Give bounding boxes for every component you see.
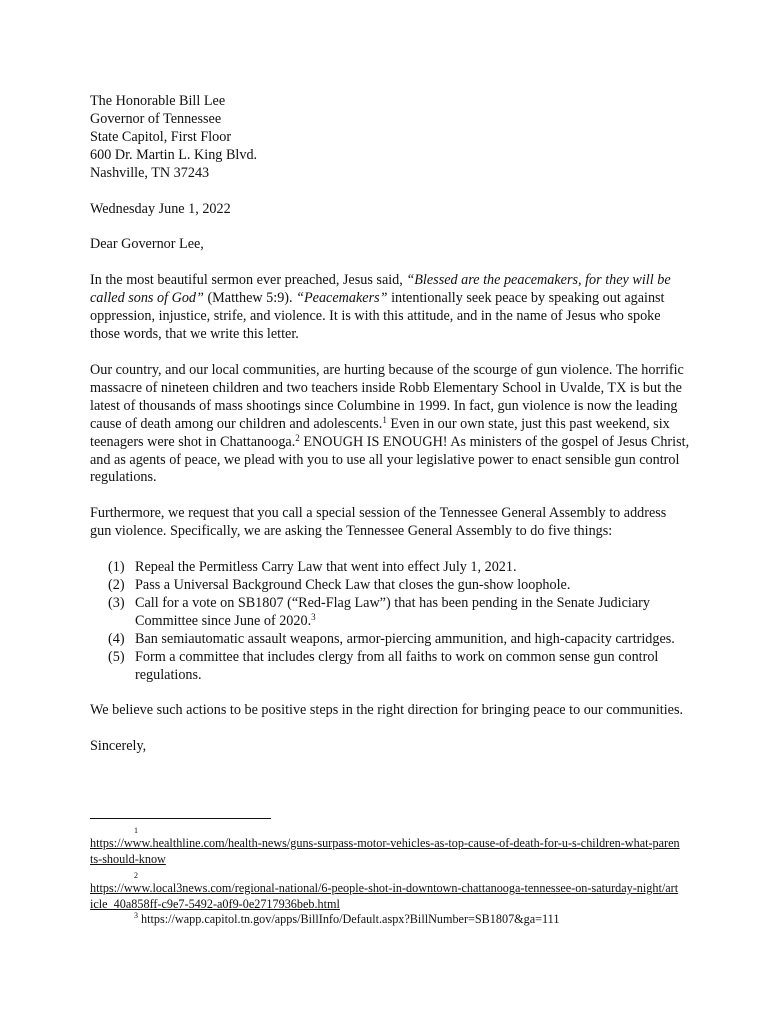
recipient-title: Governor of Tennessee xyxy=(90,110,222,127)
list-item-number: (2) xyxy=(108,577,125,594)
paragraph-2 xyxy=(90,362,690,487)
p1-quote-beatitude: “Blessed are the peacemakers, for they will be called sons of God” xyxy=(90,272,671,307)
list-item xyxy=(90,559,690,577)
footnote-3 xyxy=(90,912,680,928)
p2-text-b: Even in our own state, just this past weekend, six teenagers were shot in Chattanooga. xyxy=(90,415,670,450)
footnote-1 xyxy=(90,825,680,867)
closing: Sincerely, xyxy=(90,738,147,755)
recipient-city: Nashville, TN 37243 xyxy=(90,164,210,181)
footnote-mark: 2 xyxy=(134,871,138,880)
list-item-number: (4) xyxy=(108,630,125,647)
paragraph-4: We believe such actions to be positive steps in the right direction for bringing peace to our communities. xyxy=(90,702,684,719)
recipient-address xyxy=(90,93,690,183)
list-item-number: (5) xyxy=(108,648,125,665)
footnote-mark: 1 xyxy=(134,826,138,835)
footnote-divider xyxy=(90,818,271,819)
p2-text-a: Our country, and our local communities, are hurting because of the scourge of gun violence. The horrific massacre of nineteen children and two teachers inside Robb Elementary School in Uvalde, TX is but the latest of thousands of mass shootings since Columbine in 1999. In fact, gun violence is now the leading cause of death among our children and adolescents. xyxy=(90,361,684,432)
list-item xyxy=(90,577,690,595)
footnote-mark: 3 xyxy=(134,911,138,920)
list-item-number: (3) xyxy=(108,594,125,611)
footnotes xyxy=(90,818,680,928)
letter-date: Wednesday June 1, 2022 xyxy=(90,200,231,217)
list-item-text: Pass a Universal Background Check Law that closes the gun-show loophole. xyxy=(135,577,571,594)
footnote-ref-2[interactable]: 2 xyxy=(295,432,300,443)
p2-text-c: ENOUGH IS ENOUGH! As ministers of the gospel of Jesus Christ, and as agents of peace, we plead with you to use all your legislative power to enact sensible gun control regulations. xyxy=(90,433,690,486)
salutation: Dear Governor Lee, xyxy=(90,236,204,253)
p1-quote-peacemakers: “Peacemakers” xyxy=(296,290,388,307)
list-item-text: Call for a vote on SB1807 (“Red-Flag Law”) that has been pending in the Senate Judiciary Committee since June of 2020. xyxy=(135,594,650,629)
letter-body xyxy=(90,93,690,756)
footnote-url: https://wapp.capitol.tn.gov/apps/BillInfo/Default.aspx?BillNumber=SB1807&ga=111 xyxy=(141,912,560,926)
recipient-building: State Capitol, First Floor xyxy=(90,128,232,145)
paragraph-1 xyxy=(90,272,690,344)
list-item xyxy=(90,631,690,649)
p1-text-a: In the most beautiful sermon ever preached, Jesus said, xyxy=(90,272,407,289)
list-item-text: Form a committee that includes clergy from all faiths to work on common sense gun control regulations. xyxy=(135,648,659,683)
list-item-number: (1) xyxy=(108,559,125,576)
footnote-ref-3[interactable]: 3 xyxy=(311,611,316,622)
recipient-name: The Honorable Bill Lee xyxy=(90,93,226,109)
footnote-ref-1[interactable]: 1 xyxy=(382,414,387,425)
footnote-2 xyxy=(90,870,680,912)
paragraph-3: Furthermore, we request that you call a special session of the Tennessee General Assembly to address gun violence. Specifically, we are asking the Tennessee General Assembly to do five things: xyxy=(90,505,667,540)
list-item-text: Ban semiautomatic assault weapons, armor-piercing ammunition, and high-capacity cartridges. xyxy=(135,630,675,647)
recipient-street: 600 Dr. Martin L. King Blvd. xyxy=(90,146,258,163)
p1-text-b: (Matthew 5:9). xyxy=(203,290,297,307)
list-item-text: Repeal the Permitless Carry Law that went into effect July 1, 2021. xyxy=(135,559,517,576)
footnote-link[interactable]: https://www.local3news.com/regional-national/6-people-shot-in-downtown-chattanooga-tennessee-on-saturday-night/article_40a858ff-c9e7-5492-a0f9-0e2717936beb.html xyxy=(90,881,679,911)
footnote-link[interactable]: https://www.healthline.com/health-news/guns-surpass-motor-vehicles-as-top-cause-of-death-for-u-s-children-what-parents-should-know xyxy=(90,836,680,866)
p1-text-c: intentionally seek peace by speaking out against oppression, injustice, strife, and violence. It is with this attitude, and in the name of Jesus who spoke those words, that we write this letter. xyxy=(90,290,665,343)
list-item xyxy=(90,649,690,685)
list-item xyxy=(90,595,690,631)
requests-list xyxy=(90,559,690,684)
